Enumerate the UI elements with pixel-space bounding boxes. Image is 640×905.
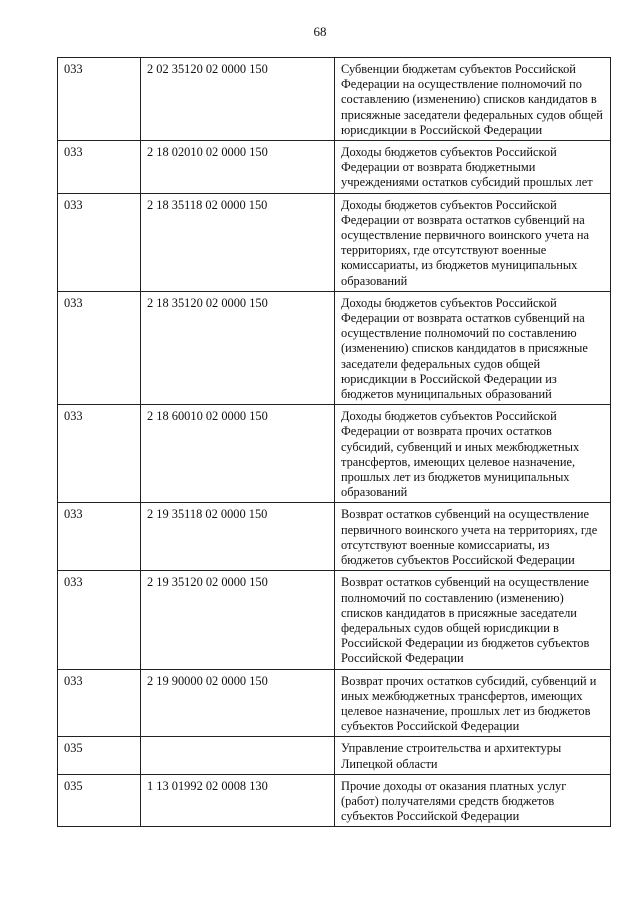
description-cell: Доходы бюджетов субъектов Российской Федерации от возврата остатков субвенций на осуществление полномочий по составлению (изменению) списков кандидатов в присяжные заседатели федеральных судов общей юрисдикции в Российской Федерации из бюджетов муниципальных образований [335, 291, 611, 404]
admin-code-cell: 033 [58, 405, 141, 503]
budget-code-cell: 2 18 60010 02 0000 150 [141, 405, 335, 503]
table-row [58, 405, 611, 503]
description-cell: Доходы бюджетов субъектов Российской Федерации от возврата остатков субвенций на осуществление первичного воинского учета на территориях, где отсутствуют военные комиссариаты, из бюджетов муниципальных образований [335, 193, 611, 291]
budget-code-cell: 2 19 35120 02 0000 150 [141, 571, 335, 669]
budget-code-cell: 2 02 35120 02 0000 150 [141, 58, 335, 141]
description-cell: Возврат остатков субвенций на осуществление полномочий по составлению (изменению) списков кандидатов в присяжные заседатели федеральных судов общей юрисдикции в Российской Федерации из бюджетов субъектов Российской Федерации [335, 571, 611, 669]
description-cell: Прочие доходы от оказания платных услуг (работ) получателями средств бюджетов субъектов Российской Федерации [335, 774, 611, 827]
table-row [58, 503, 611, 571]
admin-code-cell: 033 [58, 141, 141, 194]
admin-code-cell: 035 [58, 774, 141, 827]
admin-code-cell: 033 [58, 291, 141, 404]
budget-code-cell: 2 18 35120 02 0000 150 [141, 291, 335, 404]
budget-code-cell: 2 18 35118 02 0000 150 [141, 193, 335, 291]
description-cell: Доходы бюджетов субъектов Российской Федерации от возврата прочих остатков субсидий, субвенций и иных межбюджетных трансфертов, имеющих целевое назначение, прошлых лет из бюджетов муниципальных образований [335, 405, 611, 503]
budget-code-cell: 2 19 35118 02 0000 150 [141, 503, 335, 571]
table-row [58, 291, 611, 404]
table-row [58, 58, 611, 141]
admin-code-cell: 033 [58, 58, 141, 141]
revenue-codes-table [57, 57, 611, 827]
admin-code-cell: 033 [58, 571, 141, 669]
description-cell: Управление строительства и архитектуры Липецкой области [335, 737, 611, 774]
admin-code-cell: 035 [58, 737, 141, 774]
admin-code-cell: 033 [58, 503, 141, 571]
table-row [58, 193, 611, 291]
table-row [58, 669, 611, 737]
budget-code-cell [141, 737, 335, 774]
budget-code-cell: 2 18 02010 02 0000 150 [141, 141, 335, 194]
budget-code-cell: 1 13 01992 02 0008 130 [141, 774, 335, 827]
budget-code-cell: 2 19 90000 02 0000 150 [141, 669, 335, 737]
admin-code-cell: 033 [58, 669, 141, 737]
table-row [58, 774, 611, 827]
table-row [58, 141, 611, 194]
description-cell: Доходы бюджетов субъектов Российской Федерации от возврата бюджетными учреждениями остатков субсидий прошлых лет [335, 141, 611, 194]
admin-code-cell: 033 [58, 193, 141, 291]
description-cell: Возврат прочих остатков субсидий, субвенций и иных межбюджетных трансфертов, имеющих целевое назначение, прошлых лет из бюджетов субъектов Российской Федерации [335, 669, 611, 737]
table-row [58, 737, 611, 774]
description-cell: Возврат остатков субвенций на осуществление первичного воинского учета на территориях, где отсутствуют военные комиссариаты, из бюджетов субъектов Российской Федерации [335, 503, 611, 571]
description-cell: Субвенции бюджетам субъектов Российской Федерации на осуществление полномочий по составлению (изменению) списков кандидатов в присяжные заседатели федеральных судов общей юрисдикции в Российской Федерации [335, 58, 611, 141]
table-row [58, 571, 611, 669]
page-number: 68 [313, 24, 327, 39]
